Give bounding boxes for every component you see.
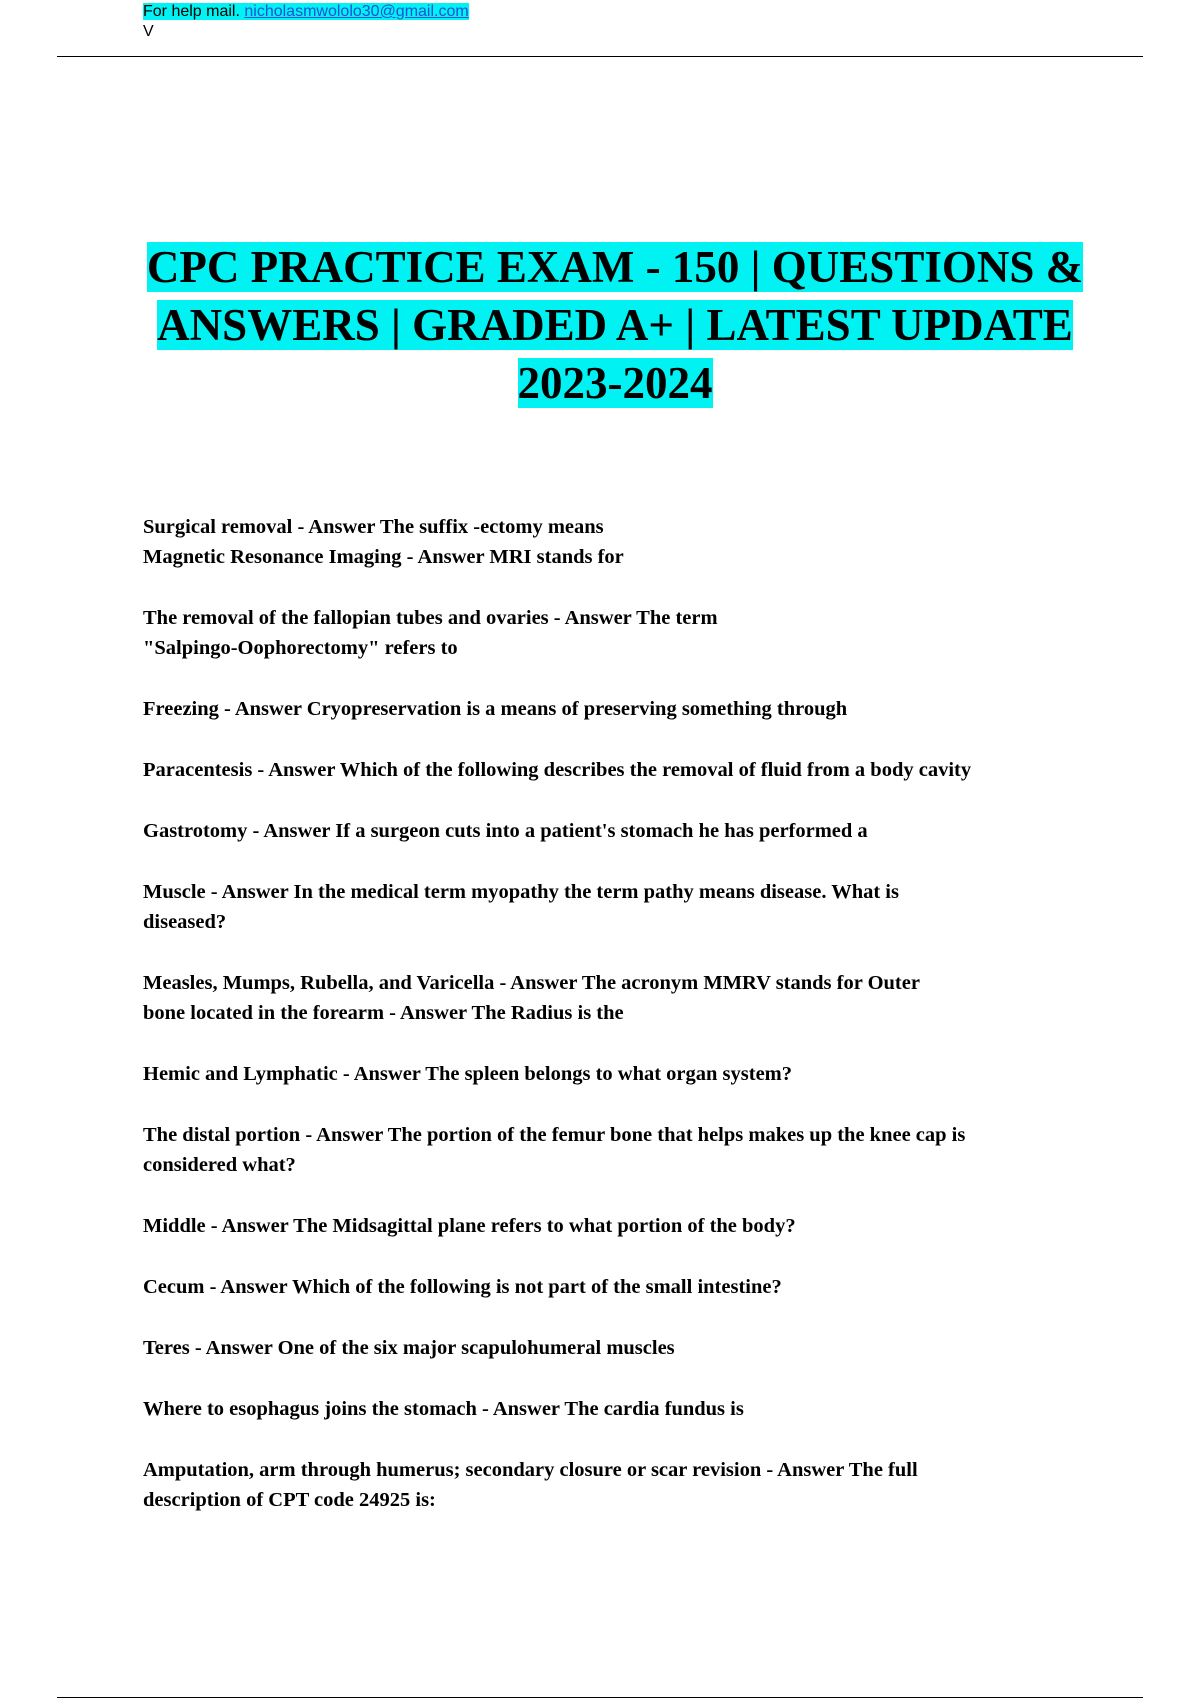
qa-line: "Salpingo-Oophorectomy" refers to [143,637,458,659]
qa-line: The removal of the fallopian tubes and ovaries - Answer The term [143,607,718,629]
qa-line: Middle - Answer The Midsagittal plane refers to what portion of the body? [143,1215,796,1237]
qa-item [143,1272,1073,1302]
top-divider [57,56,1143,57]
qa-line: Measles, Mumps, Rubella, and Varicella - Answer The acronym MMRV stands for Outer [143,972,920,994]
qa-item [143,1394,1073,1424]
help-label: For help mail. [143,3,240,20]
qa-item [143,603,1073,663]
qa-line: Surgical removal - Answer The suffix -ectomy means [143,516,604,538]
qa-line: Amputation, arm through humerus; secondary closure or scar revision - Answer The full [143,1459,918,1481]
title-line-1: CPC PRACTICE EXAM - 150 | QUESTIONS & [146,242,1084,292]
qa-item [143,1211,1073,1241]
qa-line: Gastrotomy - Answer If a surgeon cuts into a patient's stomach he has performed a [143,820,868,842]
qa-line: diseased? [143,911,227,933]
qa-line: description of CPT code 24925 is: [143,1489,436,1511]
qa-item [143,968,1073,1028]
qa-item [143,1333,1073,1363]
qa-line: Cecum - Answer Which of the following is not part of the small intestine? [143,1276,782,1298]
qa-item [143,877,1073,937]
qa-list [143,512,1073,1546]
title-line-3: 2023-2024 [517,358,713,408]
help-highlight [143,3,469,20]
qa-item [143,816,1073,846]
qa-line: The distal portion - Answer The portion of the femur bone that helps makes up the knee cap is [143,1124,966,1146]
qa-line: Magnetic Resonance Imaging - Answer MRI stands for [143,546,624,568]
help-email-link[interactable]: nicholasmwololo30@gmail.com [244,3,469,20]
qa-line: Freezing - Answer Cryopreservation is a means of preserving something through [143,698,848,720]
qa-item [143,1120,1073,1180]
qa-item [143,1059,1073,1089]
bottom-divider [57,1697,1143,1698]
title-line-2: ANSWERS | GRADED A+ | LATEST UPDATE [157,300,1073,350]
qa-line: Teres - Answer One of the six major scapulohumeral muscles [143,1337,675,1359]
qa-line: considered what? [143,1154,296,1176]
qa-line: Where to esophagus joins the stomach - Answer The cardia fundus is [143,1398,744,1420]
page-header [143,2,469,42]
qa-line: Muscle - Answer In the medical term myopathy the term pathy means disease. What is [143,881,899,903]
qa-item [143,1455,1073,1515]
header-mark: V [143,23,154,40]
document-title [60,238,1170,412]
qa-item [143,755,1073,785]
qa-line: Hemic and Lymphatic - Answer The spleen belongs to what organ system? [143,1063,793,1085]
qa-line: Paracentesis - Answer Which of the following describes the removal of fluid from a body cavity [143,759,972,781]
qa-item [143,512,1073,572]
qa-line: bone located in the forearm - Answer The Radius is the [143,1002,624,1024]
qa-item [143,694,1073,724]
